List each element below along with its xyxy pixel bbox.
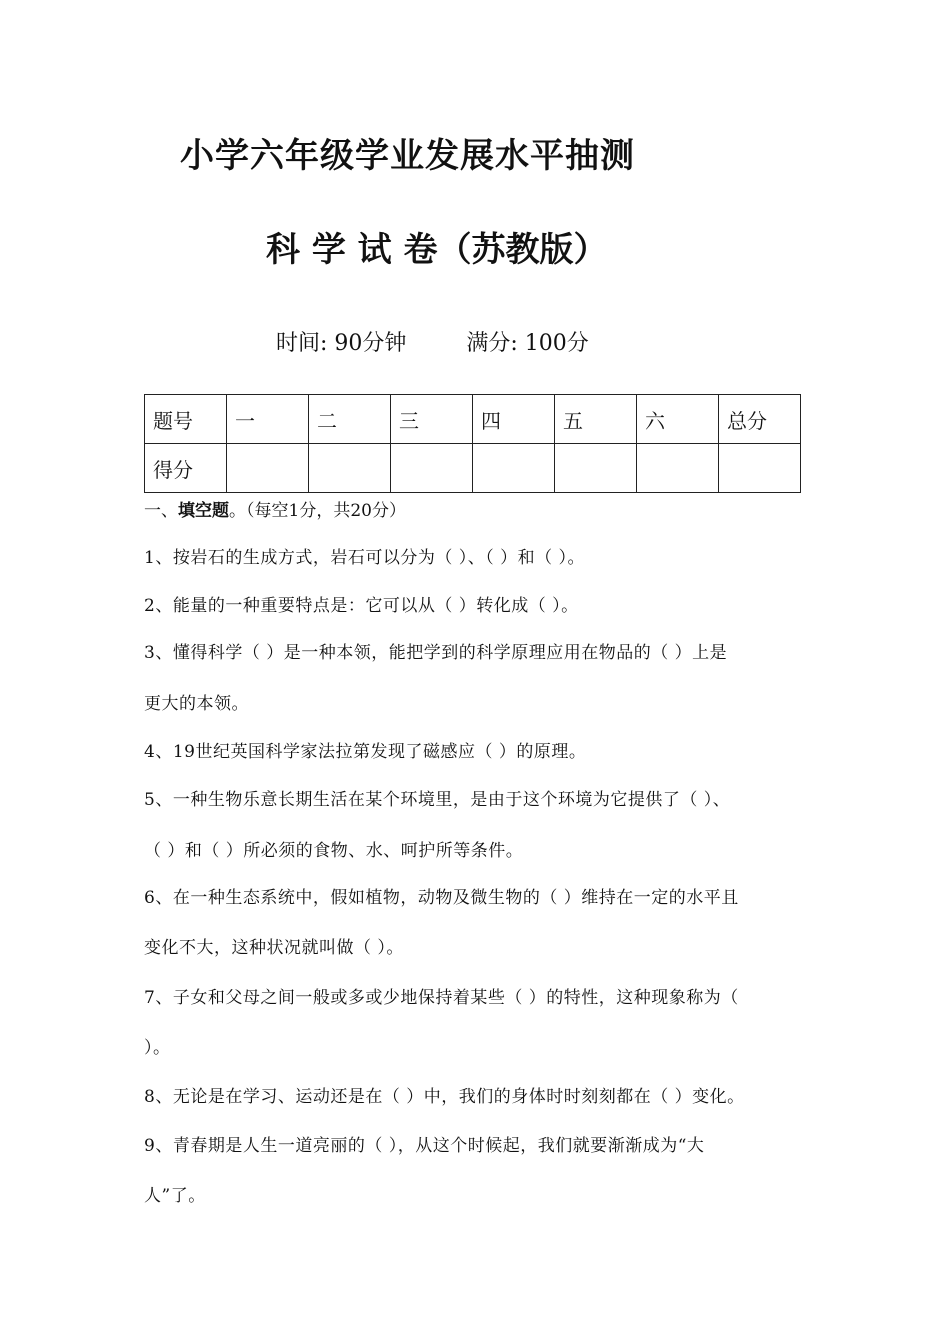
question-line: 1、按岩石的生成方式，岩石可以分为（ ）、（ ）和（ ）。 bbox=[144, 548, 586, 568]
question-line: 4、19世纪英国科学家法拉第发现了磁感应（ ）的原理。 bbox=[144, 742, 587, 762]
score-table-header-cell: 总分 bbox=[719, 395, 801, 444]
question-line: ）。 bbox=[144, 1038, 171, 1058]
question-line: 7、子女和父母之间一般或多或少地保持着某些（ ）的特性，这种现象称为（ bbox=[144, 988, 739, 1008]
question-line: 5、一种生物乐意长期生活在某个环境里，是由于这个环境为它提供了（ ）、 bbox=[144, 790, 731, 810]
section-note: 。（每空1分，共20分） bbox=[229, 501, 406, 521]
question-line: 9、青春期是人生一道亮丽的（ ），从这个时候起，我们就要渐渐成为“大 bbox=[144, 1136, 705, 1156]
score-cell[interactable] bbox=[637, 444, 719, 493]
score-cell[interactable] bbox=[719, 444, 801, 493]
score-table-header-cell: 题号 bbox=[145, 395, 227, 444]
question-line: 2、能量的一种重要特点是：它可以从（ ）转化成（ ）。 bbox=[144, 596, 579, 616]
score-cell[interactable] bbox=[391, 444, 473, 493]
score-row-label: 得分 bbox=[145, 444, 227, 493]
score-cell[interactable] bbox=[555, 444, 637, 493]
exam-title: 小学六年级学业发展水平抽测 bbox=[180, 136, 635, 176]
exam-time: 时间: 90分钟 bbox=[276, 331, 407, 356]
question-line: 6、在一种生态系统中，假如植物，动物及微生物的（ ）维持在一定的水平且 bbox=[144, 888, 739, 908]
exam-subtitle: 科 学 试 卷（苏教版） bbox=[266, 230, 608, 270]
question-line: 人”了。 bbox=[144, 1186, 206, 1206]
question-line: 3、懂得科学（ ）是一种本领，能把学到的科学原理应用在物品的（ ）上是 bbox=[144, 643, 728, 663]
score-table-header-cell: 二 bbox=[309, 395, 391, 444]
exam-info bbox=[276, 326, 589, 357]
score-table-header-cell: 三 bbox=[391, 395, 473, 444]
exam-full-score: 满分: 100分 bbox=[466, 331, 589, 356]
section-prefix: 一、 bbox=[144, 501, 178, 521]
question-line: 变化不大，这种状况就叫做（ ）。 bbox=[144, 938, 404, 958]
section-fill-in-blank-heading bbox=[144, 496, 406, 521]
score-cell[interactable] bbox=[309, 444, 391, 493]
score-table bbox=[144, 394, 801, 493]
score-cell[interactable] bbox=[473, 444, 555, 493]
score-table-header-row bbox=[145, 395, 801, 444]
section-title: 填空题 bbox=[178, 501, 229, 521]
question-line: 更大的本领。 bbox=[144, 694, 249, 714]
score-table-score-row bbox=[145, 444, 801, 493]
question-line: 8、无论是在学习、运动还是在（ ）中，我们的身体时时刻刻都在（ ）变化。 bbox=[144, 1087, 745, 1107]
score-cell[interactable] bbox=[227, 444, 309, 493]
score-table-header-cell: 六 bbox=[637, 395, 719, 444]
question-line: （ ）和（ ）所必须的食物、水、呵护所等条件。 bbox=[144, 841, 524, 861]
score-table-header-cell: 五 bbox=[555, 395, 637, 444]
score-table-header-cell: 一 bbox=[227, 395, 309, 444]
score-table-header-cell: 四 bbox=[473, 395, 555, 444]
